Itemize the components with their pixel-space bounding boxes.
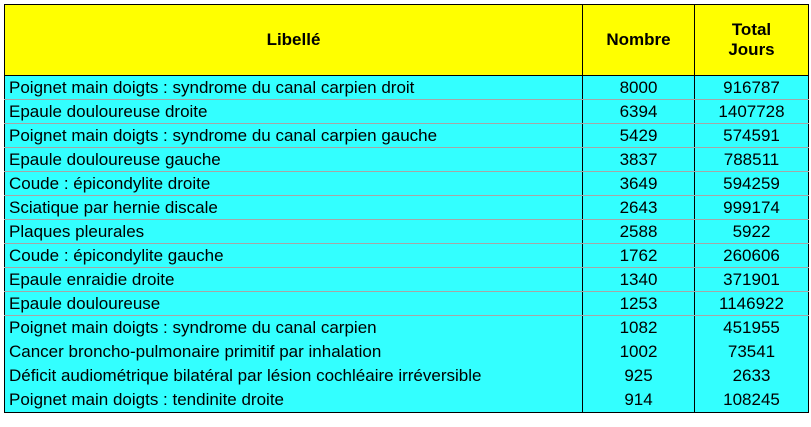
cell-nombre: 2643 bbox=[583, 196, 695, 220]
cell-total: 574591 bbox=[695, 124, 809, 148]
table-row bbox=[5, 220, 809, 244]
cell-nombre: 1253 bbox=[583, 292, 695, 316]
cell-nombre: 925 bbox=[583, 364, 695, 388]
cell-nombre: 6394 bbox=[583, 100, 695, 124]
header-total-jours bbox=[695, 5, 809, 76]
cell-total: 788511 bbox=[695, 148, 809, 172]
cell-libelle: Plaques pleurales bbox=[5, 220, 583, 244]
cell-nombre: 5429 bbox=[583, 124, 695, 148]
cell-libelle: Epaule douloureuse bbox=[5, 292, 583, 316]
table-row bbox=[5, 316, 809, 341]
cell-nombre: 2588 bbox=[583, 220, 695, 244]
cell-nombre: 8000 bbox=[583, 76, 695, 100]
table-container bbox=[4, 4, 809, 413]
table-row bbox=[5, 196, 809, 220]
cell-total: 1146922 bbox=[695, 292, 809, 316]
cell-total: 5922 bbox=[695, 220, 809, 244]
cell-total: 73541 bbox=[695, 340, 809, 364]
cell-nombre: 1082 bbox=[583, 316, 695, 341]
cell-nombre: 914 bbox=[583, 388, 695, 413]
table-row bbox=[5, 148, 809, 172]
cell-libelle: Coude : épicondylite droite bbox=[5, 172, 583, 196]
table-row bbox=[5, 172, 809, 196]
cell-libelle: Déficit audiométrique bilatéral par lésion cochléaire irréversible bbox=[5, 364, 583, 388]
cell-nombre: 3649 bbox=[583, 172, 695, 196]
cell-total: 371901 bbox=[695, 268, 809, 292]
cell-libelle: Sciatique par hernie discale bbox=[5, 196, 583, 220]
cell-total: 916787 bbox=[695, 76, 809, 100]
cell-total: 260606 bbox=[695, 244, 809, 268]
cell-nombre: 1340 bbox=[583, 268, 695, 292]
cell-total: 594259 bbox=[695, 172, 809, 196]
table-row bbox=[5, 124, 809, 148]
cell-total: 999174 bbox=[695, 196, 809, 220]
table-row bbox=[5, 388, 809, 413]
cell-libelle: Poignet main doigts : syndrome du canal carpien droit bbox=[5, 76, 583, 100]
table-row bbox=[5, 268, 809, 292]
cell-total: 1407728 bbox=[695, 100, 809, 124]
cell-nombre: 1762 bbox=[583, 244, 695, 268]
cell-libelle: Poignet main doigts : tendinite droite bbox=[5, 388, 583, 413]
cell-libelle: Poignet main doigts : syndrome du canal carpien gauche bbox=[5, 124, 583, 148]
cell-total: 108245 bbox=[695, 388, 809, 413]
cell-libelle: Epaule enraidie droite bbox=[5, 268, 583, 292]
cell-libelle: Epaule douloureuse gauche bbox=[5, 148, 583, 172]
cell-libelle: Coude : épicondylite gauche bbox=[5, 244, 583, 268]
table-row bbox=[5, 340, 809, 364]
header-libelle: Libellé bbox=[5, 5, 583, 76]
header-total-line2: Jours bbox=[728, 40, 775, 59]
cell-nombre: 3837 bbox=[583, 148, 695, 172]
cell-libelle: Epaule douloureuse droite bbox=[5, 100, 583, 124]
table-row bbox=[5, 76, 809, 100]
cell-libelle: Cancer broncho-pulmonaire primitif par inhalation bbox=[5, 340, 583, 364]
table-header bbox=[5, 5, 809, 76]
table-row bbox=[5, 364, 809, 388]
table-row bbox=[5, 292, 809, 316]
table-row bbox=[5, 100, 809, 124]
header-total-line1: Total bbox=[731, 20, 772, 39]
table-body bbox=[5, 76, 809, 413]
header-row bbox=[5, 5, 809, 76]
cell-libelle: Poignet main doigts : syndrome du canal carpien bbox=[5, 316, 583, 341]
data-table bbox=[4, 4, 809, 413]
cell-total: 451955 bbox=[695, 316, 809, 341]
cell-total: 2633 bbox=[695, 364, 809, 388]
table-row bbox=[5, 244, 809, 268]
cell-nombre: 1002 bbox=[583, 340, 695, 364]
header-nombre: Nombre bbox=[583, 5, 695, 76]
